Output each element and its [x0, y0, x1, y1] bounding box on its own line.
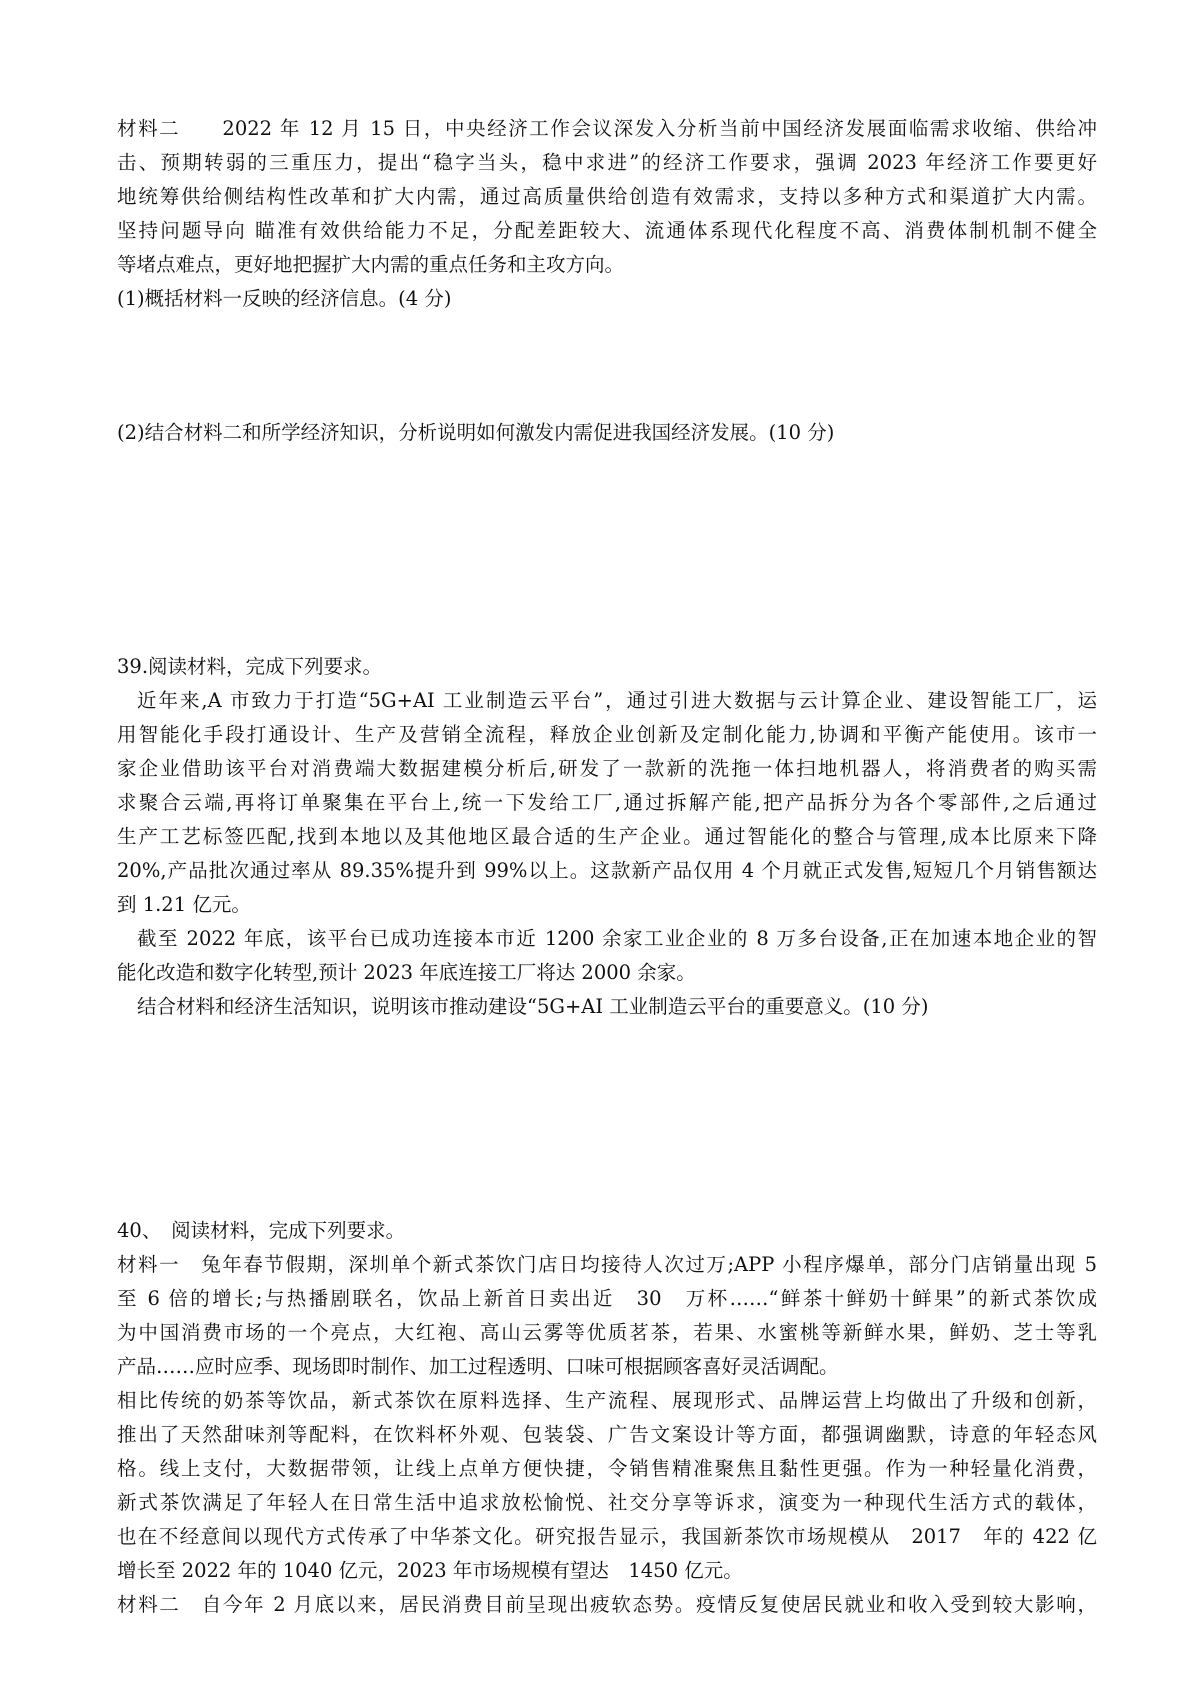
text-line: 家企业借助该平台对消费端大数据建模分析后,研发了一款新的洗拖一体扫地机器人，将消费者的购买需 [117, 757, 1097, 780]
answer-space [117, 1024, 1097, 1214]
text-line: 近年来,A 市致力于打造“5G+AI 工业制造云平台”，通过引进大数据与云计算企业、建设智能工厂，运 [137, 689, 1097, 712]
text-line: 新式茶饮满足了年轻人在日常生活中追求放松愉悦、社交分享等诉求，演变为一种现代生活方式的载体， [117, 1491, 1097, 1514]
q40-heading: 40、 阅读材料，完成下列要求。 [117, 1219, 406, 1242]
exam-page [117, 112, 1097, 1622]
q39-heading: 39.阅读材料，完成下列要求。 [117, 655, 383, 678]
text-line: 相比传统的奶茶等饮品，新式茶饮在原料选择、生产流程、展现形式、品牌运营上均做出了升级和创新， [117, 1389, 1097, 1412]
text-line: 也在不经意间以现代方式传承了中华茶文化。研究报告显示，我国新茶饮市场规模从 2017 年的 422 亿 [117, 1525, 1097, 1548]
text-line: 等堵点难点，更好地把握扩大内需的重点任务和主攻方向。 [117, 253, 625, 276]
q39-paragraph-1 [117, 684, 1097, 922]
text-line: 求聚合云端,再将订单聚集在平台上,统一下发给工厂,通过拆解产能,把产品拆分为各个零部件,之后通过 [117, 791, 1097, 814]
q40-material2 [117, 1588, 1097, 1622]
text-line: 能化改造和数字化转型,预计 2023 年底连接工厂将达 2000 余家。 [117, 961, 696, 984]
q38-question-2: (2)结合材料二和所学经济知识，分析说明如何激发内需促进我国经济发展。(10 分) [117, 421, 835, 444]
text-line: 材料二 自今年 2 月底以来，居民消费目前呈现出疲软态势。疫情反复使居民就业和收入受到较大影响， [117, 1593, 1097, 1616]
text-line: 生产工艺标签匹配,找到本地以及其他地区最合适的生产企业。通过智能化的整合与管理,成本比原来下降 [117, 825, 1097, 848]
text-line: 格。线上支付，大数据带领，让线上点单方便快捷，令销售精准聚焦且黏性更强。作为一种轻量化消费， [117, 1457, 1097, 1480]
text-line: 增长至 2022 年的 1040 亿元，2023 年市场规模有望达 1450 亿元。 [117, 1559, 743, 1582]
q38-material2 [117, 112, 1097, 282]
q40-material1 [117, 1248, 1097, 1384]
text-line: 至 6 倍的增长;与热播剧联名，饮品上新首日卖出近 30 万杯……“鲜茶十鲜奶十鲜果”的新式茶饮成 [117, 1287, 1097, 1310]
q39-question: 结合材料和经济生活知识，说明该市推动建设“5G+AI 工业制造云平台的重要意义。(10 分) [137, 995, 929, 1018]
text-line: 产品……应时应季、现场即时制作、加工过程透明、口味可根据顾客喜好灵活调配。 [117, 1355, 839, 1378]
text-line: 用智能化手段打通设计、生产及营销全流程，释放企业创新及定制化能力,协调和平衡产能使用。该市一 [117, 723, 1097, 746]
text-line: 推出了天然甜味剂等配料，在饮料杯外观、包装袋、广告文案设计等方面，都强调幽默，诗意的年轻态风 [117, 1423, 1097, 1446]
q40-material1-paragraph-2 [117, 1384, 1097, 1588]
text-line: 截至 2022 年底，该平台已成功连接本市近 1200 余家工业企业的 8 万多台设备,正在加速本地企业的智 [137, 927, 1097, 950]
text-line: 到 1.21 亿元。 [117, 893, 251, 916]
text-line: 材料一 兔年春节假期，深圳单个新式茶饮门店日均接待人次过万;APP 小程序爆单，部分门店销量出现 5 [117, 1253, 1097, 1276]
text-line: 为中国消费市场的一个亮点，大红袍、高山云雾等优质茗茶，若果、水蜜桃等新鲜水果，鲜奶、芝士等乳 [117, 1321, 1097, 1344]
text-line: 材料二 2022 年 12 月 15 日，中央经济工作会议深发入分析当前中国经济发展面临需求收缩、供给冲 [117, 117, 1097, 140]
text-line: 坚持问题导向 瞄准有效供给能力不足，分配差距较大、流通体系现代化程度不高、消费体制机制不健全 [117, 219, 1097, 242]
q39-paragraph-2 [117, 922, 1097, 990]
text-line: 20%,产品批次通过率从 89.35%提升到 99%以上。这款新产品仅用 4 个月就正式发售,短短几个月销售额达 [117, 859, 1097, 882]
text-line: 地统筹供给侧结构性改革和扩大内需，通过高质量供给创造有效需求，支持以多种方式和渠道扩大内需。 [117, 185, 1097, 208]
answer-space [117, 316, 1097, 416]
answer-space [117, 450, 1097, 650]
q38-question-1: (1)概括材料一反映的经济信息。(4 分) [117, 287, 452, 310]
text-line: 击、预期转弱的三重压力，提出“稳字当头，稳中求进”的经济工作要求，强调 2023 年经济工作要更好 [117, 151, 1097, 174]
